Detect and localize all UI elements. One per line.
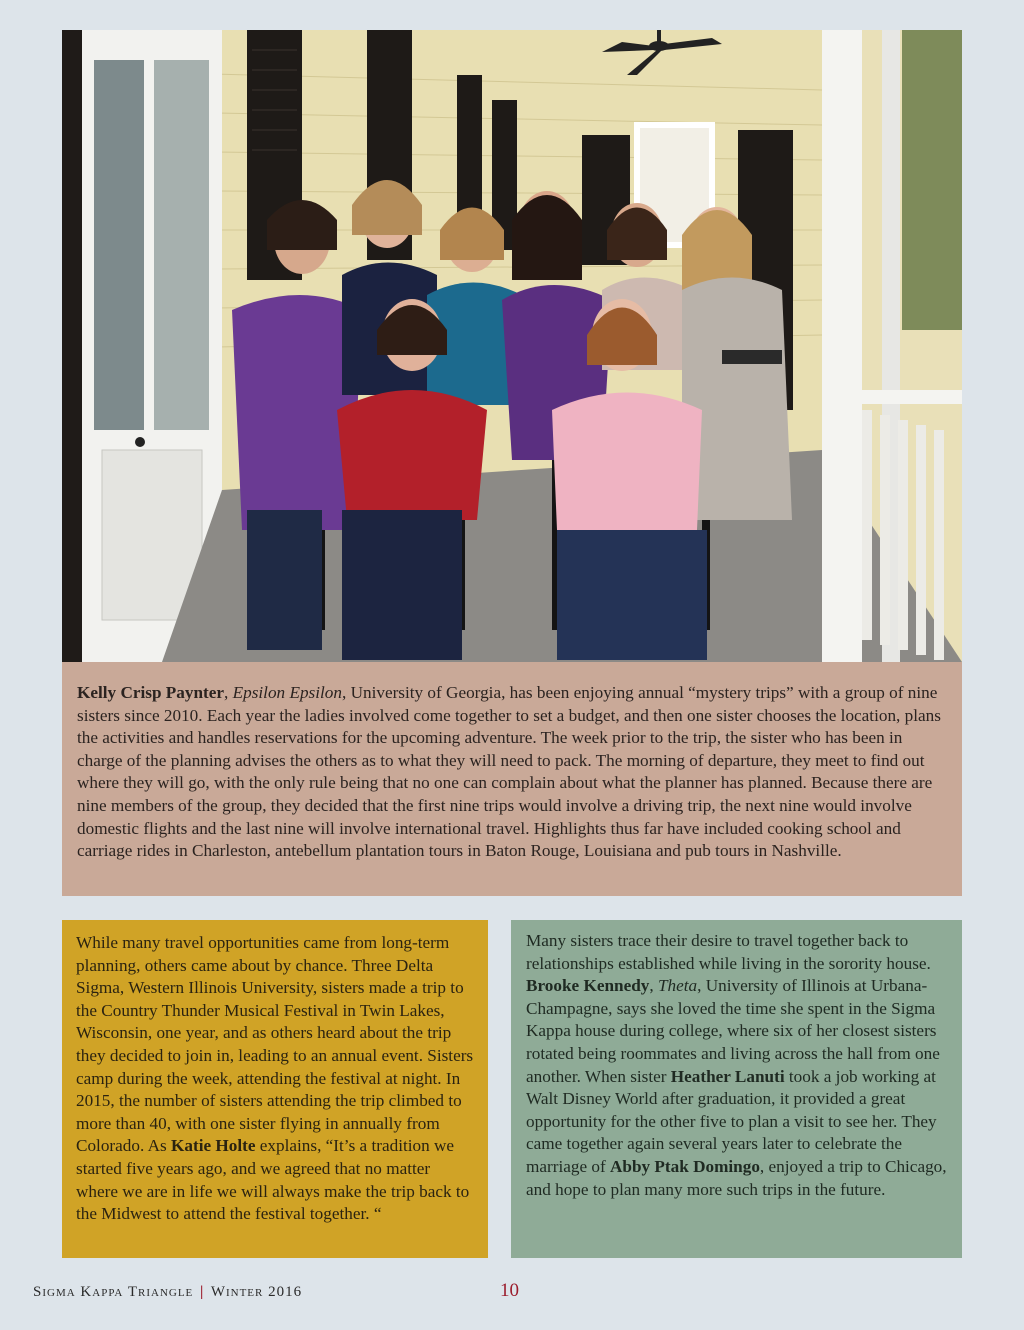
right-story-text-3: took a job working at Walt Disney World after graduation, it provided a great opportunity for the other five to plan a visit to see her. They came together again several years later to celebrate the marriage of	[526, 1066, 937, 1176]
group-photo	[62, 30, 962, 662]
caption-text: , University of Georgia, has been enjoying annual “mystery trips” with a group of nine sisters since 2010. Each year the ladies involved come together to set a budget, and then one sister chooses the location, plans the activities and handles reservations for the upcoming adventure. The week prior to the trip, the sister who has been in charge of the planning advises the others as to what they will need to pack. The morning of departure, they meet to find out where they will go, with the only rule being that no one can complain about what the planner has planned. Because there are nine members of the group, they decided that the first nine trips would involve a driving trip, the next nine would involve domestic flights and the last nine will involve international travel. Highlights thus far have included cooking school and carriage rides in Charleston, antebellum plantation tours in Baton Rouge, Louisiana and pub tours in Nashville.	[77, 683, 941, 861]
right-story-chapter: Theta	[657, 976, 698, 996]
footer-publication	[33, 1284, 302, 1301]
caption-chapter: Epsilon Epsilon	[232, 683, 342, 702]
right-story-text-4: , enjoyed a trip to Chicago, and hope to plan many more such trips in the future.	[526, 1156, 947, 1199]
footer-title: Sigma Kappa Triangle	[33, 1284, 194, 1300]
left-story-text-1: While many travel opportunities came from long-term planning, others came about by chance. Three Delta Sigma, Western Illinois University, sisters made a trip to the Country Thunder Musical Festival in Twin Lakes, Wisconsin, one year, and as others heard about the trip they decided to join in, leading to an annual event. Sisters camp during the week, attending the festival at night. In 2015, the number of sisters attending the trip climbed to more than 40, with one sister flying in annually from Colorado. As	[76, 933, 474, 1156]
right-story-name-3: Abby Ptak Domingo	[609, 1156, 760, 1176]
page-number: 10	[500, 1280, 519, 1301]
left-story-text-2: explains, “It’s a tradition we started five years ago, and we agreed that no matter where we are in life we will always make the trip back to the Midwest to attend the festival together. “	[76, 1136, 470, 1224]
footer-issue: Winter 2016	[210, 1284, 303, 1300]
right-story-box	[511, 920, 962, 1258]
photo-caption	[62, 662, 962, 896]
footer-separator: |	[200, 1284, 205, 1300]
right-story-name-1: Brooke Kennedy	[526, 976, 650, 996]
right-story-text-1: Many sisters trace their desire to travel together back to relationships established while living in the sorority house.	[526, 931, 931, 973]
right-story-name-2: Heather Lanuti	[670, 1066, 785, 1086]
right-story-text-2: , University of Illinois at Urbana-Champagne, says she loved the time she spent in the Sigma Kappa house during college, where six of her closest sisters rotated being roommates and living across the hall from one another. When sister	[526, 976, 940, 1086]
caption-separator: ,	[224, 683, 233, 702]
left-story-name: Katie Holte	[171, 1136, 256, 1156]
caption-name: Kelly Crisp Paynter	[77, 683, 225, 702]
right-story-separator: ,	[649, 976, 658, 996]
left-story-box	[62, 920, 488, 1258]
